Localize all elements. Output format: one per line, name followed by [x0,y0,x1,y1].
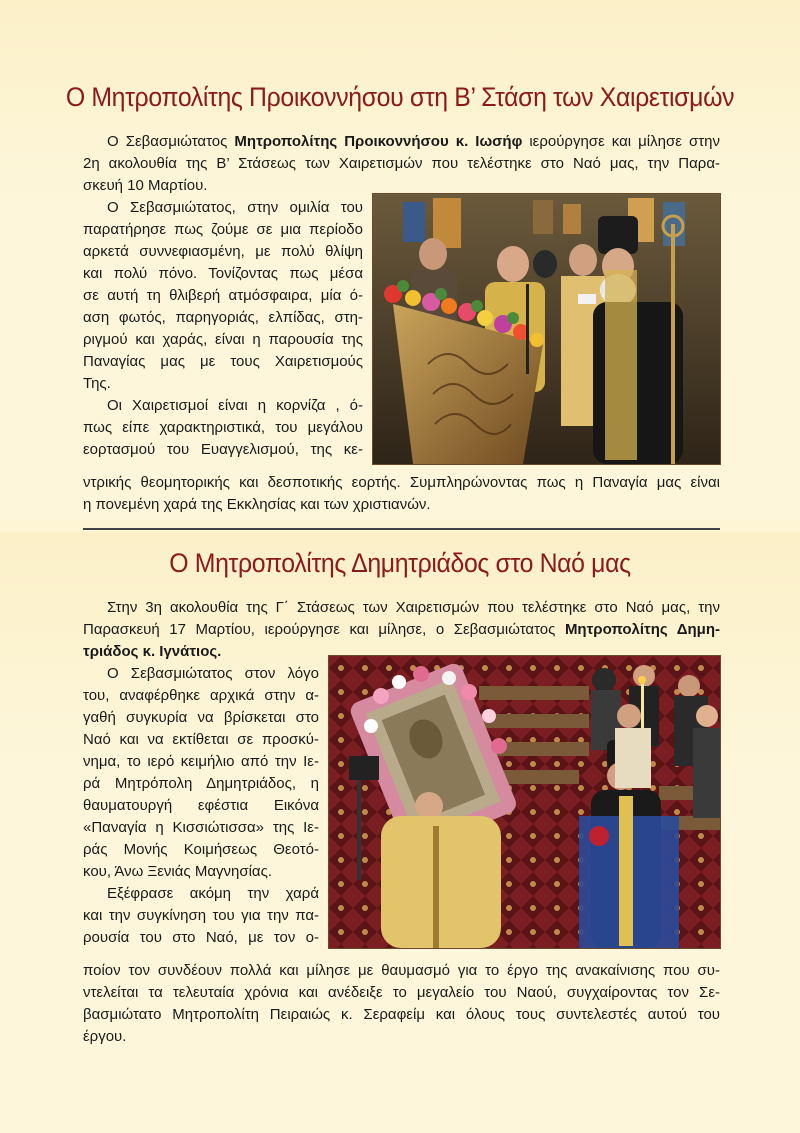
a2-body-line: θαυματουργή εφέστια Εικόνα [83,797,319,814]
a1-body-line: πως είπε χαρακτηριστικά, του μεγάλου [83,419,363,436]
a1-body-line: σε αυτή τη θλιβερή ατμόσφαιρα, μία ό- [83,287,363,304]
article1-intro-pre: Ο Σεβασμιώτατος [107,133,235,150]
a1-close-line: ντρικής θεομητορικής και δεσποτικής εορτής. Συμπληρώνοντας πως η Παναγία μας είναι [83,474,720,491]
article2-intro-line2-bold: Μητροπολίτης Δημη- [564,621,720,638]
a2-body-line: «Παναγία η Κισσιώτισσα» της Ιε- [83,819,319,836]
a2-body-line: του, αναφέρθηκε αρχικά στην α- [83,687,319,704]
a2-close-line: ντελείται τα τελευταία χρόνια και ανέδειξε το μεγαλείο του Ναού, συγχαίροντας τον Σε- [83,984,720,1001]
article2-intro-line1: Στην 3η ακολουθία της Γ΄ Στάσεως των Χαιρετισμών που τελέστηκε στο Ναό μας, την [107,599,720,616]
a1-close-line: η πονεμένη χαρά της Εκκλησίας και των χριστιανών. [83,496,431,513]
article2-intro-line2-pre: Παρασκευή 17 Μαρτίου, ιερούργησε και μίλησε, ο Σεβασμιώτατος [83,621,565,638]
a2-body-line: νημα, το ιερό κειμήλιο από την Ιε- [83,753,319,770]
a2-close-line: ποίον τον συνδέουν πολλά και μίλησε με θαυμασμό για το έργο της ανακαίνισης που συ- [83,962,720,979]
article1-intro-line2: 2η ακολουθία της Β’ Στάσεως των Χαιρετισμών που τελέστηκε στο Ναό μας, την Παρα- [83,155,720,172]
a2-close-line: έργου. [83,1028,127,1045]
article1-intro-line1 [83,131,720,153]
article2-intro [83,597,720,663]
a2-body-line: ρά Μητρόπολη Δημητριάδος, η [83,775,319,792]
a1-body-line: Ο Σεβασμιώτατος, στην ομιλία του [107,199,363,216]
article1-closing [83,472,720,516]
section-divider [83,528,720,530]
a1-body-line: Της. [83,375,111,392]
article1-intro-bold: Μητροπολίτης Προικοννήσου κ. Ιωσήφ [234,133,523,150]
article1-intro-line3: σκευή 10 Μαρτίου. [83,177,208,194]
article2-body [83,663,319,949]
article1-body [83,197,363,461]
article1-intro [83,131,720,197]
a1-body-line: Παναγίας μας με τους Χαιρετισμούς [83,353,363,370]
a1-body-line: παρατήρησε πως ζούμε σε μια περίοδο [83,221,363,238]
a2-body-line: γαθή συγκυρία να βρίσκεται στο [83,709,319,726]
article2-photo [328,655,721,949]
a1-body-line: ριγμού και χαράς, είναι η παρουσία της [83,331,363,348]
a2-close-line: βασμιώτατο Μητροπολίτη Πειραιώς κ. Σεραφείμ και όλους τους συντελεστές αυτού του [83,1006,720,1023]
a1-body-line: εορτασμού του Ευαγγελισμού, της κε- [83,441,363,458]
a2-body-line: και την συγκίνηση του για την πα- [83,907,319,924]
a2-body-line: Εξέφρασε ακόμη την χαρά [107,885,319,902]
a2-body-line: Ναό και να εκτίθεται σε προσκύ- [83,731,319,748]
article1-intro-post: ιερούργησε και μίλησε στην [522,133,720,150]
article2-intro-line2 [83,619,720,641]
a2-body-line: κου, Άνω Ξενιάς Μαγνησίας. [83,863,272,880]
article2-title: Ο Μητροπολίτης Δημητριάδος στο Ναό μας [169,548,631,578]
a2-body-line: Ο Σεβασμιώτατος στον λόγο [107,665,319,682]
a2-body-line: ρουσία του στο Ναό, με τον ο- [83,929,319,946]
a2-body-line: ράς Μονής Κοιμήσεως Θεοτό- [83,841,319,858]
article1-photo [372,193,721,465]
article2-closing [83,960,720,1048]
article2-intro-line3-bold: τριάδος κ. Ιγνάτιος. [83,643,222,660]
article1-title: Ο Μητροπολίτης Προικοννήσου στη Β’ Στάση των Χαιρετισμών [65,82,735,112]
a1-body-line: Οι Χαιρετισμοί είναι η κορνίζα , ό- [107,397,363,414]
a1-body-line: και πολύ πόνο. Τονίζοντας πως μέσα [83,265,363,282]
a1-body-line: αρκετά συννεφιασμένη, με πολύ θλίψη [83,243,363,260]
a1-body-line: αση φωτός, παρηγοριάς, ελπίδας, στη- [83,309,363,326]
